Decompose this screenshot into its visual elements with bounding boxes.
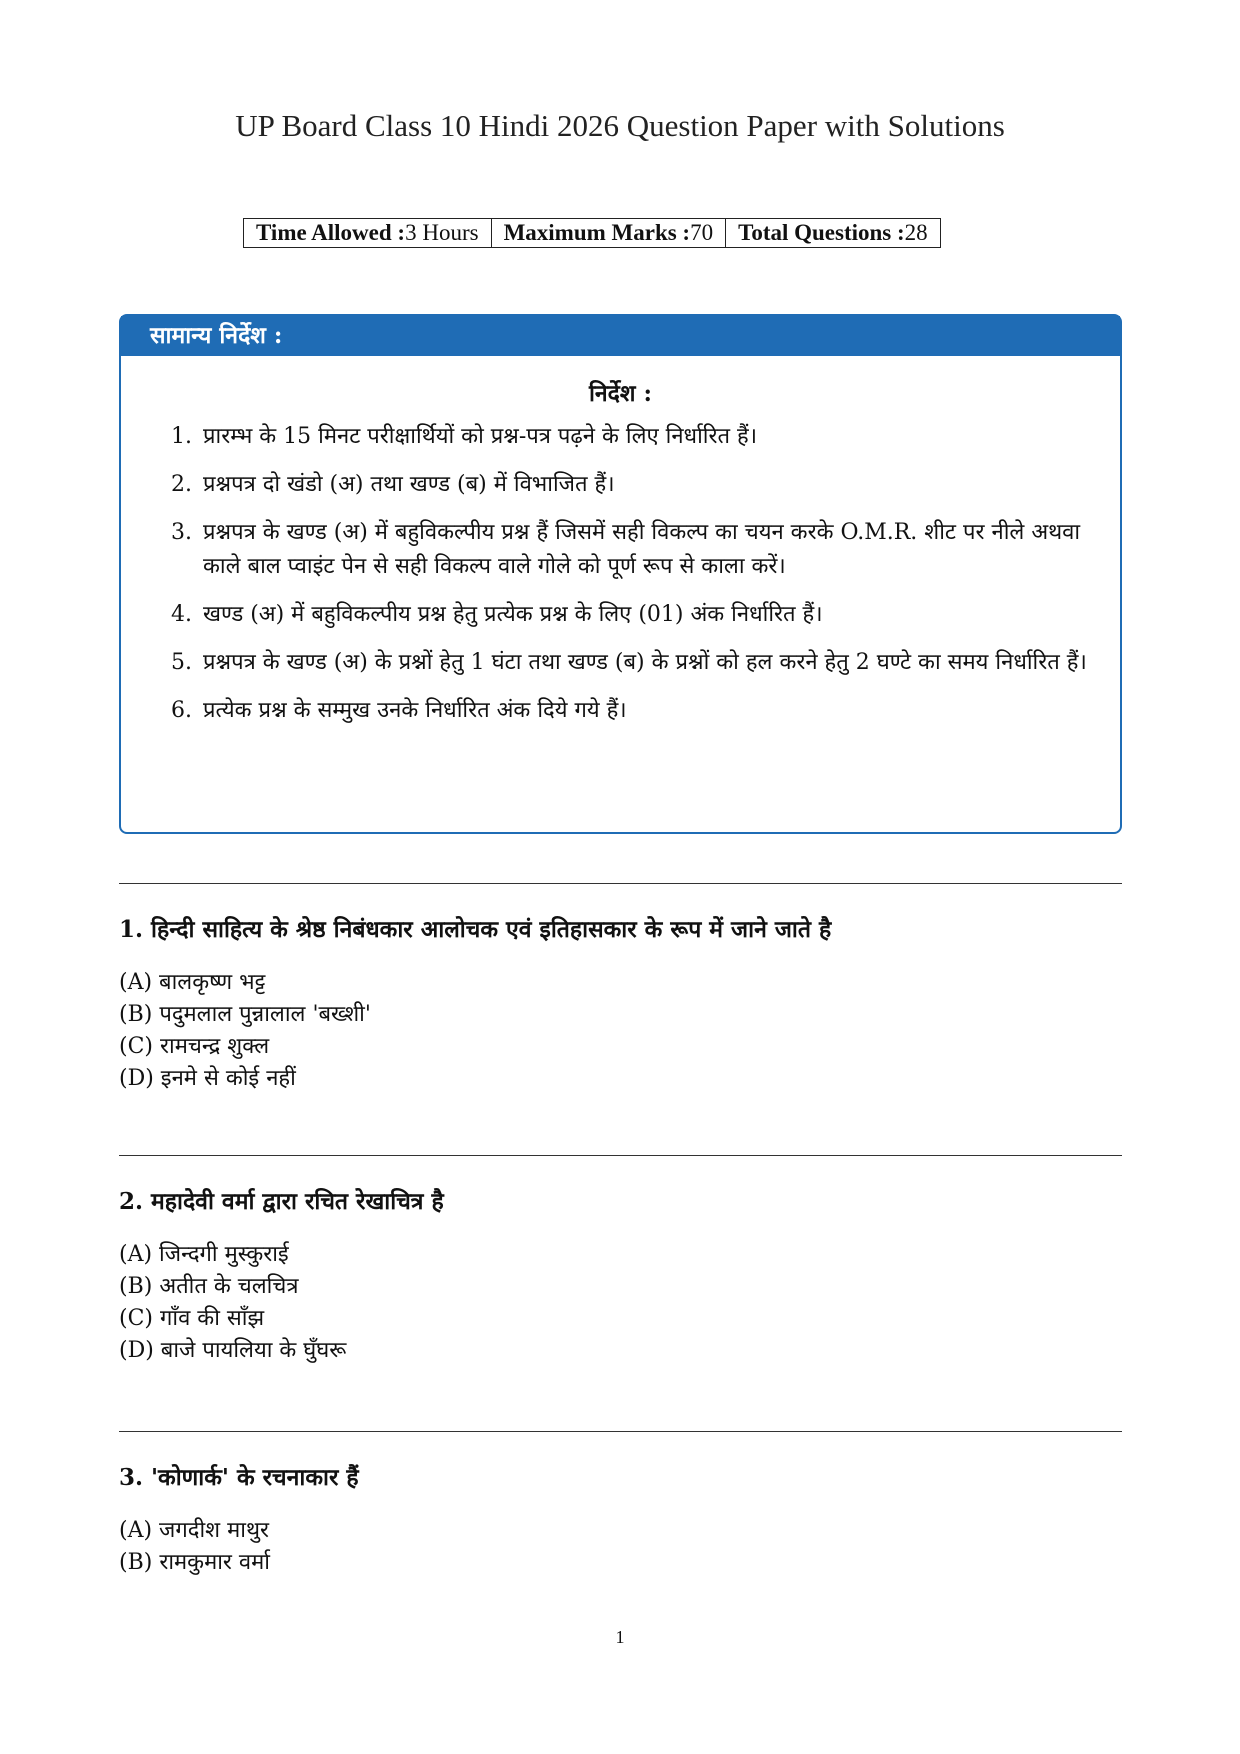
- time-allowed-value: 3 Hours: [405, 220, 479, 245]
- option-b: (B) अतीत के चलचित्र: [119, 1274, 299, 1299]
- instruction-item: [171, 694, 1100, 728]
- question-3: [119, 1461, 1122, 1579]
- instructions-subheading: निर्देश :: [588, 380, 653, 407]
- option-a: (A) बालकृष्ण भट्ट: [119, 970, 266, 995]
- question-text: 1. हिन्दी साहित्य के श्रेष्ठ निबंधकार आलोचक एवं इतिहासकार के रूप में जाने जाते है: [119, 916, 832, 943]
- option-a: (A) जगदीश माथुर: [119, 1518, 270, 1543]
- instructions-list: [121, 420, 1120, 728]
- option-a: (A) जिन्दगी मुस्कुराई: [119, 1242, 289, 1267]
- instruction-number: 4.: [171, 602, 192, 627]
- page-number: 1: [615, 1627, 625, 1647]
- instruction-text: प्रश्नपत्र के खण्ड (अ) के प्रश्नों हेतु 1 घंटा तथा खण्ड (ब) के प्रश्नों को हल करने हेतु 2 घण्टे का समय निर्धारित हैं।: [203, 650, 1087, 675]
- option-d: (D) इनमे से कोई नहीं: [119, 1066, 296, 1091]
- instruction-number: 2.: [171, 472, 192, 497]
- instruction-text: प्रश्नपत्र के खण्ड (अ) में बहुविकल्पीय प्रश्न हैं जिसमें सही विकल्प का चयन करके O.M.R. शीट पर नीले अथवा काले बाल प्वाइंट पेन से सही विकल्प वाले गोले को पूर्ण रूप से काला करें।: [203, 520, 1081, 579]
- section-divider: [119, 883, 1122, 884]
- general-instructions-box: [119, 314, 1122, 834]
- option-b: (B) पदुमलाल पुन्नालाल 'बख्शी': [119, 1002, 371, 1027]
- option-c: (C) गाँव की साँझ: [119, 1306, 265, 1331]
- instruction-item: [171, 598, 1100, 632]
- total-questions-label: Total Questions :: [738, 220, 905, 245]
- exam-meta-table: [243, 218, 941, 248]
- section-divider: [119, 1431, 1122, 1432]
- maximum-marks-label: Maximum Marks :: [503, 220, 691, 245]
- question-text: 2. महादेवी वर्मा द्वारा रचित रेखाचित्र है: [119, 1188, 444, 1215]
- maximum-marks-cell: [491, 219, 726, 248]
- instruction-number: 1.: [171, 424, 192, 449]
- time-allowed-label: Time Allowed :: [256, 220, 406, 245]
- total-questions-value: 28: [904, 220, 928, 245]
- instructions-header: सामान्य निर्देश :: [121, 316, 1120, 356]
- instruction-text: प्रश्नपत्र दो खंडो (अ) तथा खण्ड (ब) में विभाजित हैं।: [203, 472, 615, 497]
- instruction-number: 6.: [171, 698, 192, 723]
- instruction-item: [171, 646, 1100, 680]
- instruction-number: 5.: [171, 650, 192, 675]
- question-text: 3. 'कोणार्क' के रचनाकार हैं: [119, 1464, 359, 1491]
- instruction-text: प्रत्येक प्रश्न के सम्मुख उनके निर्धारित अंक दिये गये हैं।: [203, 698, 627, 723]
- instruction-item: [171, 516, 1100, 584]
- time-allowed-cell: [244, 219, 492, 248]
- instruction-text: खण्ड (अ) में बहुविकल्पीय प्रश्न हेतु प्रत्येक प्रश्न के लिए (01) अंक निर्धारित हैं।: [203, 602, 823, 627]
- question-1: [119, 913, 1122, 1095]
- section-divider: [119, 1155, 1122, 1156]
- option-b: (B) रामकुमार वर्मा: [119, 1550, 271, 1575]
- maximum-marks-value: 70: [690, 220, 714, 245]
- document-title: UP Board Class 10 Hindi 2026 Question Paper with Solutions: [235, 108, 1005, 143]
- instruction-text: प्रारम्भ के 15 मिनट परीक्षार्थियों को प्रश्न-पत्र पढ़ने के लिए निर्धारित हैं।: [203, 424, 758, 449]
- option-c: (C) रामचन्द्र शुक्ल: [119, 1034, 270, 1059]
- question-2: [119, 1185, 1122, 1367]
- instruction-item: [171, 420, 1100, 454]
- option-d: (D) बाजे पायलिया के घुँघरू: [119, 1338, 347, 1363]
- instruction-item: [171, 468, 1100, 502]
- total-questions-cell: [726, 219, 941, 248]
- instruction-number: 3.: [171, 520, 192, 545]
